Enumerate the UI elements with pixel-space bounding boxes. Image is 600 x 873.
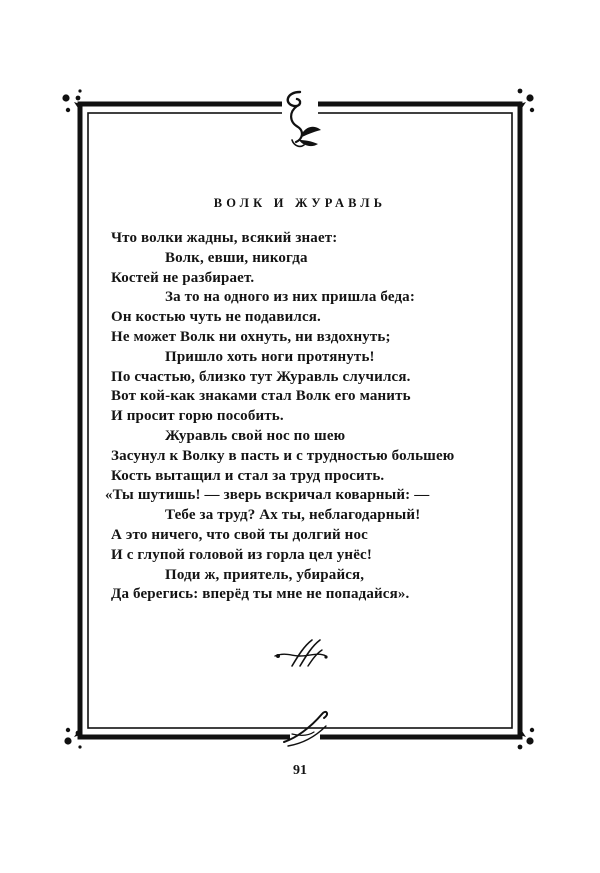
top-leaf-ornament-icon — [300, 127, 321, 138]
poem-line: И просит горю пособить. — [111, 408, 284, 425]
poem-line: По счастью, близко тут Журавль случился. — [111, 368, 411, 385]
poem-line: Волк, евши, никогда — [165, 249, 308, 266]
poem-end-flourish-icon — [275, 640, 328, 666]
poem-line: Да берегись: вперёд ты мне не попадайся». — [111, 586, 410, 603]
poem-line: Журавль свой нос по шею — [165, 428, 346, 444]
poem-line: Кость вытащил и стал за труд просить. — [111, 467, 385, 484]
poem-line: Поди ж, приятель, убирайся, — [165, 566, 365, 583]
page-number: 91 — [293, 763, 307, 778]
poem-line: Не может Волк ни охнуть, ни вздохнуть; — [111, 329, 391, 345]
poem-line: Что волки жадны, всякий знает: — [111, 230, 338, 246]
poem-line: Пришло хоть ноги протянуть! — [165, 348, 375, 365]
poem-line: «Ты шутишь! — зверь вскричал коварный: — — [105, 487, 430, 504]
poem-line: А это ничего, что свой ты долгий нос — [111, 527, 368, 543]
poem-line: Тебе за труд? Ах ты, неблагодарный! — [165, 507, 421, 524]
poem-line: И с глупой головой из горла цел унёс! — [111, 546, 372, 563]
poem-title: ВОЛК И ЖУРАВЛЬ — [213, 196, 387, 210]
poem-line: Он костью чуть не подавился. — [111, 309, 321, 326]
poem-line: Засунул к Волку в пасть и с трудностью большею — [111, 447, 455, 464]
poem-line: Вот кой-как знаками стал Волк его манить — [111, 388, 411, 405]
poem-line: За то на одного из них пришла беда: — [165, 289, 415, 306]
poem-line: Костей не разбирает. — [111, 269, 255, 286]
